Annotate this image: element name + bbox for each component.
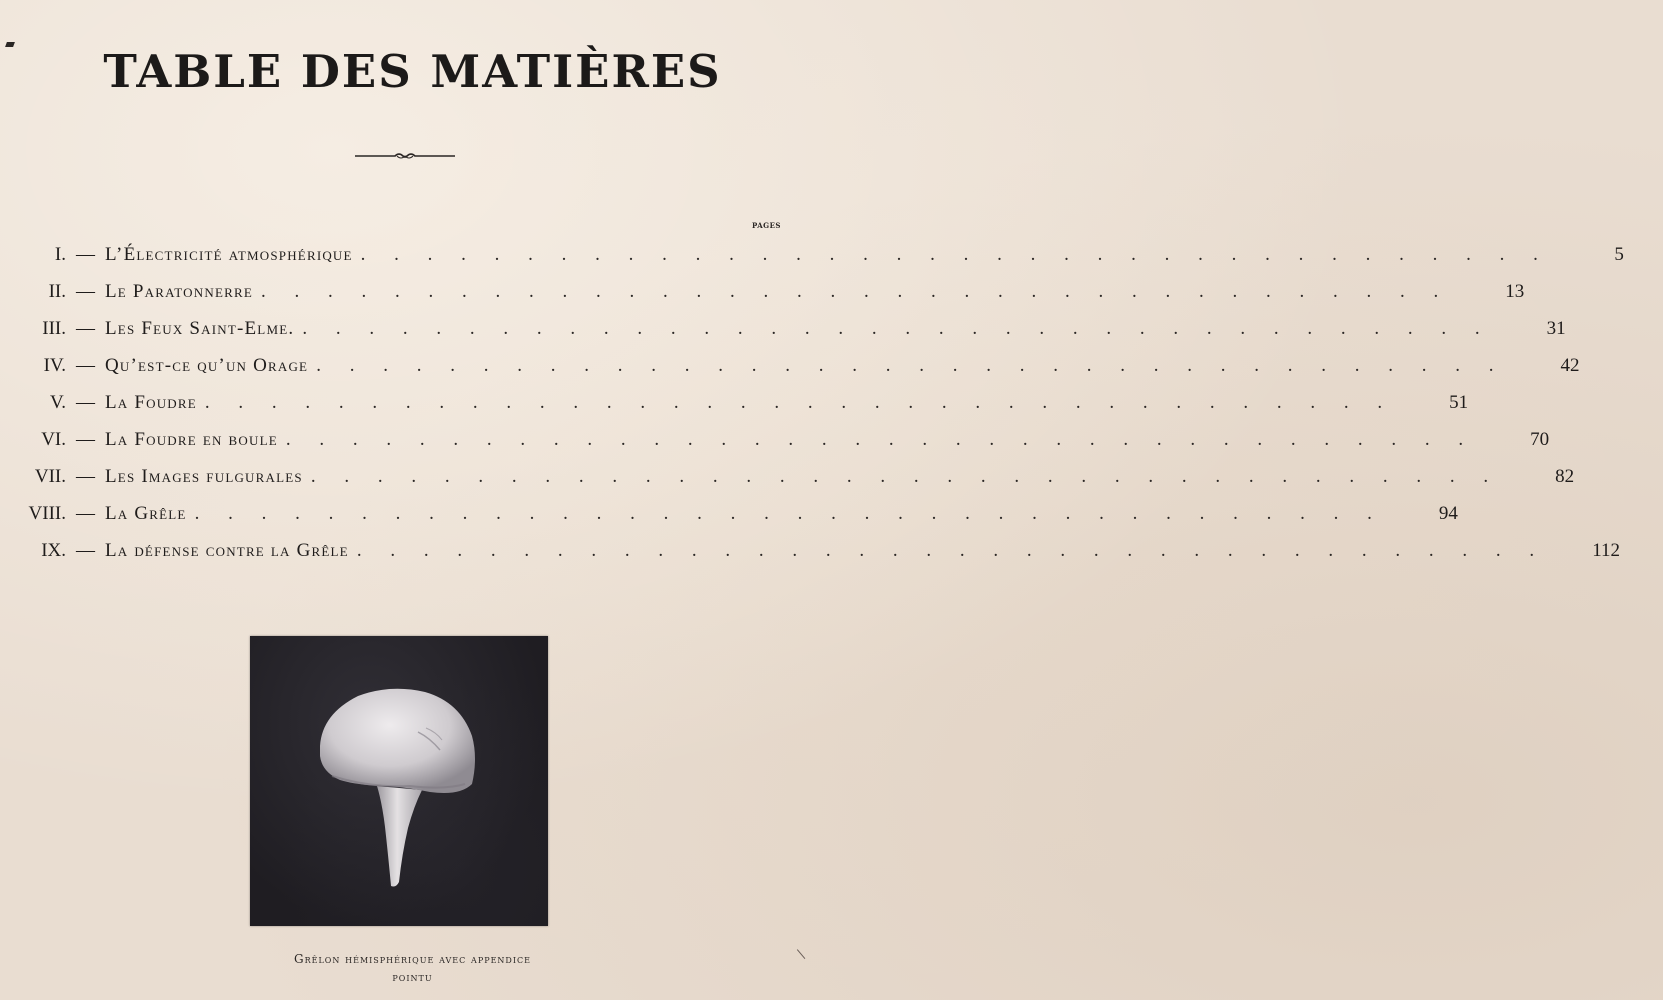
dot-leader: . . . . . . . . . . . . . . . . . . . . . . . . . . . . . . . . . . . . — [302, 317, 1492, 339]
ornament-divider — [353, 149, 457, 163]
chapter-page-number: 42 — [1560, 354, 1580, 376]
figure-caption — [0, 950, 825, 986]
dot-leader: . . . . . . . . . . . . . . . . . . . . . . . . . . . . . . . . . . . . — [316, 354, 1506, 376]
chapter-title: La défense contre la Grêle — [105, 539, 349, 561]
chapter-numeral: I. — [54, 243, 66, 265]
chapter-page-number: 5 — [1614, 243, 1624, 265]
chapter-numeral: III. — [42, 317, 66, 339]
chapter-page-number: 112 — [1592, 539, 1621, 561]
chapter-numeral: VIII. — [28, 502, 66, 524]
caption-line-2: pointu — [392, 970, 433, 984]
chapter-title: L’Électricité atmosphérique — [105, 243, 353, 265]
chapter-numeral: VI. — [41, 428, 66, 450]
hailstone-photograph — [250, 636, 548, 926]
chapter-numeral: II. — [48, 280, 66, 302]
toc-entry — [0, 495, 1458, 532]
toc-entry — [0, 532, 1621, 569]
chapter-numeral: V. — [49, 391, 66, 413]
dot-leader: . . . . . . . . . . . . . . . . . . . . . . . . . . . . . . . . . . . . — [356, 539, 1547, 561]
chapter-title: Le Paratonnerre — [105, 280, 253, 302]
toc-entry — [0, 384, 1469, 421]
chapter-numeral: IX. — [41, 539, 66, 561]
chapter-dash: — — [76, 354, 95, 376]
page-title: TABLE DES MATIÈRES — [103, 45, 722, 98]
toc-entry — [0, 421, 1550, 458]
chapter-dash: — — [76, 317, 95, 339]
dot-leader: . . . . . . . . . . . . . . . . . . . . . . . . . . . . . . . . . . . . — [260, 280, 1451, 302]
table-of-contents — [0, 236, 1624, 569]
chapter-page-number: 70 — [1530, 428, 1550, 450]
dot-leader: . . . . . . . . . . . . . . . . . . . . . . . . . . . . . . . . . . . . — [310, 465, 1501, 487]
chapter-dash: — — [76, 391, 95, 413]
hailstone-illustration — [250, 636, 548, 926]
chapter-dash: — — [76, 243, 95, 265]
toc-entry — [0, 347, 1580, 384]
dot-leader: . . . . . . . . . . . . . . . . . . . . . . . . . . . . . . . . . . . . — [204, 391, 1395, 413]
chapter-title: La Foudre — [105, 391, 197, 413]
toc-entry — [0, 236, 1624, 273]
chapter-page-number: 51 — [1449, 391, 1469, 413]
chapter-title: Les Feux Saint-Elme. — [105, 317, 295, 339]
chapter-dash: — — [76, 502, 95, 524]
chapter-dash: — — [76, 428, 95, 450]
chapter-numeral: IV. — [43, 354, 66, 376]
chapter-page-number: 82 — [1555, 465, 1575, 487]
chapter-page-number: 94 — [1438, 502, 1458, 524]
dot-leader: . . . . . . . . . . . . . . . . . . . . . . . . . . . . . . . . . . . . — [360, 243, 1550, 265]
chapter-title: La Foudre en boule — [105, 428, 278, 450]
pages-column-label: PAGES — [751, 221, 781, 230]
chapter-numeral: VII. — [34, 465, 66, 487]
chapter-title: La Grêle — [105, 502, 187, 524]
chapter-page-number: 13 — [1505, 280, 1525, 302]
chapter-title: Les Images fulgurales — [105, 465, 303, 487]
chapter-dash: — — [76, 280, 95, 302]
toc-entry — [0, 458, 1575, 495]
dot-leader: . . . . . . . . . . . . . . . . . . . . . . . . . . . . . . . . . . . . — [285, 428, 1476, 450]
chapter-dash: — — [76, 539, 95, 561]
caption-line-1: Grêlon hémisphérique avec appendice — [294, 952, 531, 966]
chapter-page-number: 31 — [1546, 317, 1566, 339]
dot-leader: . . . . . . . . . . . . . . . . . . . . . . . . . . . . . . . . . . . . — [194, 502, 1384, 524]
toc-entry — [0, 273, 1525, 310]
chapter-dash: — — [76, 465, 95, 487]
toc-entry — [0, 310, 1566, 347]
chapter-title: Qu’est-ce qu’un Orage — [105, 354, 309, 376]
